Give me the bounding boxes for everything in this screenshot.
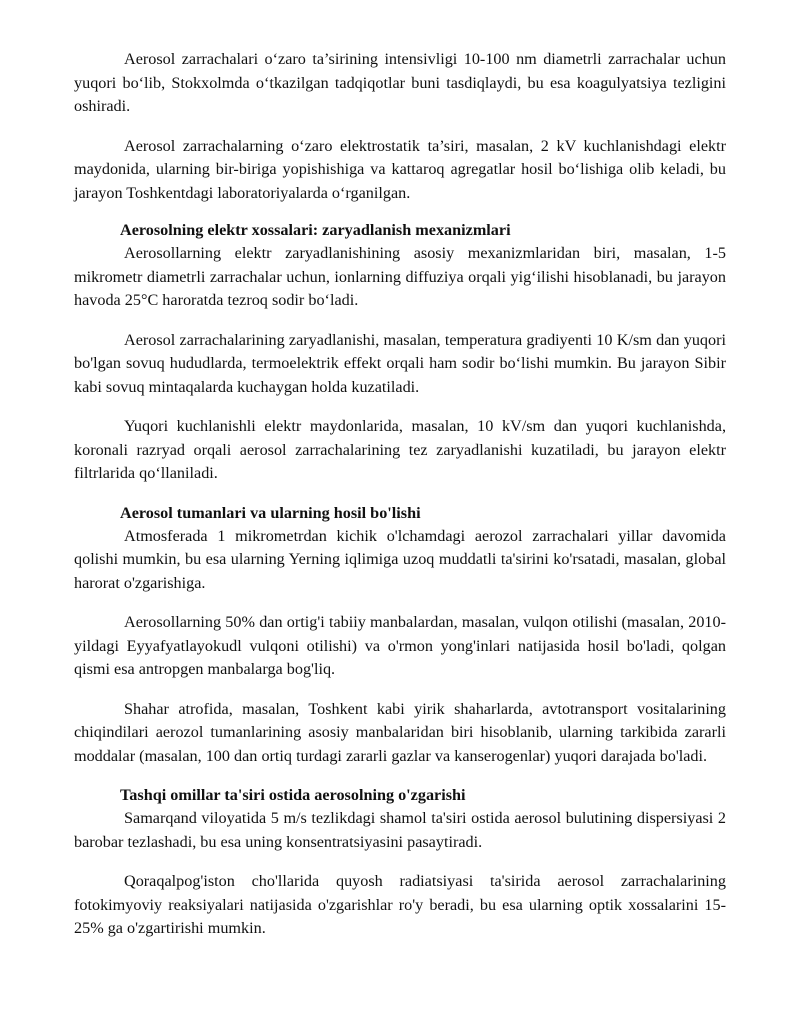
heading-external-factors: Tashqi omillar ta'siri ostida aerosolning o'zgarishi	[120, 786, 466, 804]
paragraph-urban-sources: Shahar atrofida, masalan, Toshkent kabi yirik shaharlarda, avtotransport vositalarining chiqindilari aerozol tumanlarining asosiy manbalaridan biri hisoblanib, ularning tarkibida zararli moddalar (masalan, 100 dan ortiq turdagi zararli gazlar va kanserogenlar) yuqori darajada bo'ladi.	[74, 699, 726, 765]
paragraph-thermoelectric: Aerosol zarrachalarining zaryadlanishi, masalan, temperatura gradiyenti 10 K/sm dan yuqori bo'lgan sovuq hududlarda, termoelektrik effekt orqali ham sodir bo‘lishi mumkin. Bu jarayon Sibir kabi sovuq mintaqalarda kuchaygan holda kuzatiladi.	[74, 330, 726, 396]
paragraph-diffusion-charging: Aerosollarning elektr zaryadlanishining asosiy mexanizmlaridan biri, masalan, 1-5 mikrometr diametrli zarrachalar uchun, ionlarning diffuziya orqali yig‘ilishi hisoblanadi, bu jarayon havoda 25°C haroratda tezroq sodir bo‘ladi.	[74, 244, 726, 309]
document-page	[74, 48, 726, 941]
paragraph-atmosphere-residence: Atmosferada 1 mikrometrdan kichik o'lchamdagi aerozol zarrachalari yillar davomida qolishi mumkin, bu esa ularning Yerning iqlimiga uzoq muddatli ta'sirini ko'rsatadi, masalan, global harorat o'zgarishiga.	[74, 526, 726, 592]
paragraph-natural-sources: Aerosollarning 50% dan ortig'i tabiiy manbalardan, masalan, vulqon otilishi (masalan, 2010-yildagi Eyyafyatlayokudl vulqoni otilishi) va o'rmon yong'inlari natijasida hosil bo'ladi, qolgan qismi esa antropgen manbalarga bog'liq.	[74, 613, 726, 678]
paragraph-electrostatic: Aerosol zarrachalarning o‘zaro elektrostatik ta’siri, masalan, 2 kV kuchlanishdagi elektr maydonida, ularning bir-biriga yopishishiga va kattaroq agregatlar hosil bo‘lishiga olib keladi, bu jarayon Toshkentdagi laboratoriyalarda o‘rganilgan.	[74, 136, 726, 202]
paragraph-photochemical: Qoraqalpog'iston cho'llarida quyosh radiatsiyasi ta'sirida aerosol zarrachalarining fotokimyoviy reaksiyalari natijasida o'zgarishlar ro'y beradi, bu esa ularning optik xossalarini 15-25% ga o'zgartirishi mumkin.	[74, 872, 726, 937]
heading-electrical-properties: Aerosolning elektr xossalari: zaryadlanish mexanizmlari	[120, 221, 511, 239]
paragraph-corona-discharge: Yuqori kuchlanishli elektr maydonlarida, masalan, 10 kV/sm dan yuqori kuchlanishda, koronali razryad orqali aerosol zarrachalarining tez zaryadlanishi kuzatiladi, bu jarayon elektr filtrlarida qo‘llaniladi.	[74, 417, 726, 482]
heading-aerosol-fogs: Aerosol tumanlari va ularning hosil bo'lishi	[120, 503, 421, 522]
paragraph-particle-interaction: Aerosol zarrachalari o‘zaro ta’sirining intensivligi 10-100 nm diametrli zarrachalar uchun yuqori bo‘lib, Stokxolmda o‘tkazilgan tadqiqotlar buni tasdiqlaydi, bu esa koagulyatsiya tezligini oshiradi.	[74, 50, 726, 115]
paragraph-wind-dispersion: Samarqand viloyatida 5 m/s tezlikdagi shamol ta'siri ostida aerosol bulutining dispersiyasi 2 barobar tezlashadi, bu esa uning konsentratsiyasini pasaytiradi.	[74, 809, 726, 851]
